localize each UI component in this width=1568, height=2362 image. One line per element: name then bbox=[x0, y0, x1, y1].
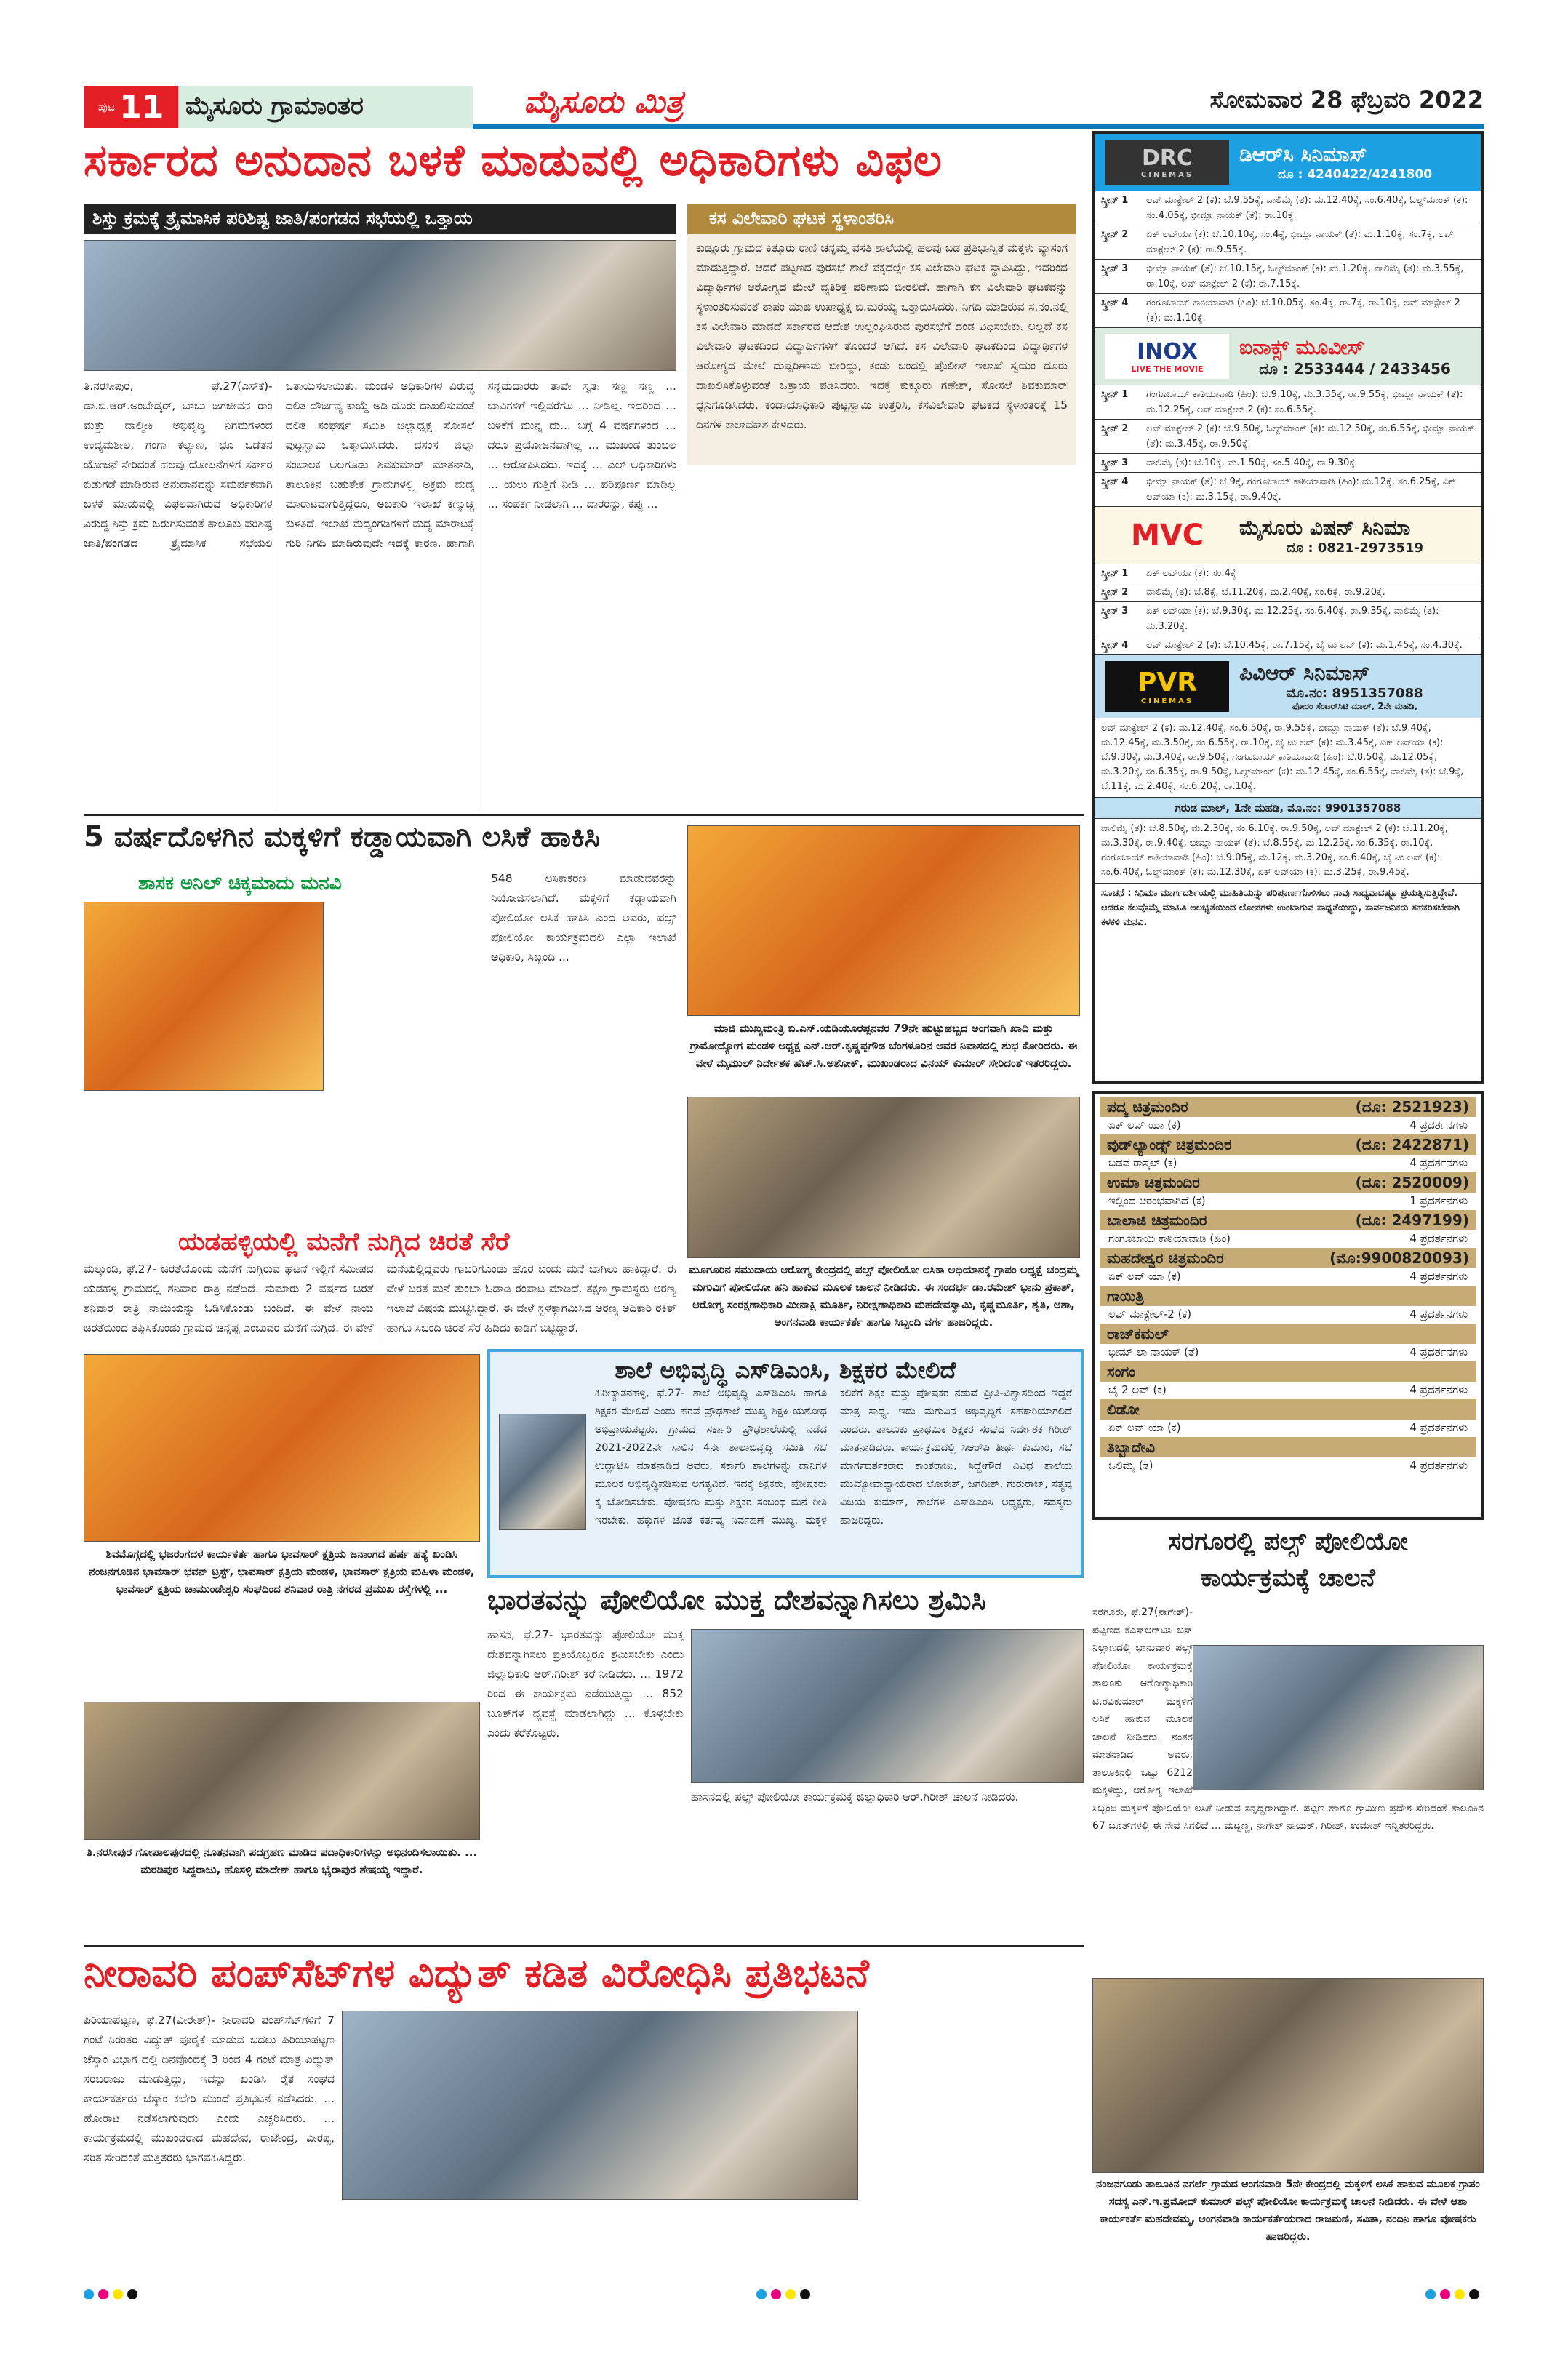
bsy-birthday-photo bbox=[687, 825, 1080, 1016]
pump-headline: ನೀರಾವರಿ ಪಂಪ್‌ಸೆಟ್‌ಗಳ ವಿದ್ಯುತ್ ಕಡಿತ ವಿರೋಧಿಸಿ ಪ್ರತಿಭಟನೆ bbox=[84, 1950, 869, 1996]
theater-phone: (ದೂ: 2422871) bbox=[1355, 1136, 1469, 1153]
saragur-headline-line1: ಸರಗೂರಲ್ಲಿ ಪಲ್ಸ್ ಪೋಲಿಯೋ bbox=[1168, 1527, 1408, 1556]
show-count: 4 ಪ್ರದರ್ಶನಗಳು bbox=[1409, 1383, 1468, 1396]
theater-name: ವುಡ್‌ಲ್ಯಾಂಡ್ಸ್ ಚಿತ್ರಮಂದಿರ bbox=[1107, 1136, 1232, 1153]
saragur-body: ಸರಗೂರು, ಫೆ.27(ನಾಗೇಶ್)- ಪಟ್ಟಣದ ಕೆಎಸ್‌ಆರ್‌ಟಿಸಿ ಬಸ್ ನಿಲ್ದಾಣದಲ್ಲಿ ಭಾನುವಾರ ಪಲ್ಸ್ ಪೋಲಿಯೋ ಕಾರ್ಯಕ್ರಮಕ್ಕೆ ತಾಲೂಕು ಆರೋಗ್ಯಾಧಿಕಾರಿ ಟಿ.ರವಿಕುಮಾರ್ ಮಕ್ಕಳಿಗೆ ಲಸಿಕೆ ಹಾಕುವ ಮೂಲಕ ಚಾಲನೆ ನೀಡಿದರು. ನಂತರ ಮಾತನಾಡಿದ ಅವರು, ತಾಲೂಕಿನಲ್ಲಿ ಒಟ್ಟು 6212 ಮಕ್ಕಳಿದ್ದು, ಆರೋಗ್ಯ ಇಲಾಖೆ ಸಿಬ್ಬಂದಿ ಮಕ್ಕಳಿಗೆ ಪೋಲಿಯೋ ಲಸಿಕೆ ನೀಡುವ ಸನ್ನದ್ಧರಾಗಿದ್ದಾರೆ. ಪಟ್ಟಣ ಹಾಗೂ ಗ್ರಾಮೀಣ ಪ್ರದೇಶ ಸೇರಿದಂತೆ ತಾಲೂಕಿನ 67 ಬೂತ್‌ಗಳಲ್ಲಿ ಈ ಸೇವೆ ಸಿಗಲಿದೆ ... ಮಟ್ಟಣ್ಣ, ನಾಗೇಶ್ ನಾಯಕ್, ಗಿರೀಶ್, ಉಮೇಶ್ ಇನ್ನಿತರರಿದ್ದರು. bbox=[1092, 1606, 1484, 1832]
screen-row: ಸ್ಕ್ರೀನ್ 1 ಲವ್ ಮಾಕ್ಟೇಲ್ 2 (ಕ): ಬೆ.9.55ಕ್ಕೆ, ವಾಲಿಮೈ (ತ): ಮ.12.40ಕ್ಕೆ, ಸಂ.6.40ಕ್ಕೆ, ಓಲ್ಡ್‌ಮಾಂಕ್ (ಕ): ಸಂ.4.05ಕ್ಕೆ, ಭೀಮ್ಲಾ ನಾಯಕ್ (ತೆ): ರಾ.10ಕ್ಕೆ. bbox=[1095, 191, 1481, 225]
inox-logo: INOX LIVE THE MOVIE bbox=[1105, 334, 1229, 379]
registration-marks bbox=[1425, 2289, 1479, 2299]
theater-header bbox=[1100, 1210, 1476, 1230]
mvc-phone: ದೂ : 0821-2973519 bbox=[1286, 540, 1424, 556]
theater-name: ತಿಬ್ಬಾದೇವಿ bbox=[1107, 1438, 1155, 1456]
registration-marks bbox=[756, 2289, 810, 2299]
drc-screens bbox=[1095, 191, 1481, 327]
show-count: 4 ಪ್ರದರ್ಶನಗಳು bbox=[1409, 1421, 1468, 1434]
theater-name: ಪದ್ಮ ಚಿತ್ರಮಂದಿರ bbox=[1107, 1098, 1188, 1116]
shivamogga-protest-photo bbox=[84, 1354, 480, 1542]
mvc-name: ಮೈಸೂರು ವಿಷನ್ ಸಿನಿಮಾ bbox=[1239, 515, 1411, 540]
theater-phone: (ದೂ: 2497199) bbox=[1355, 1212, 1469, 1229]
pvr-name: ಪಿವಿಆರ್ ಸಿನಿಮಾಸ್ bbox=[1239, 661, 1370, 685]
inox-name: ಐನಾಕ್ಸ್ ಮೂವೀಸ್ bbox=[1239, 335, 1365, 359]
lead-body-continued bbox=[687, 471, 1076, 811]
theater-header bbox=[1100, 1286, 1476, 1306]
theater-name: ರಾಜ್‌ಕಮಲ್ bbox=[1107, 1325, 1169, 1342]
pump-body-continued bbox=[865, 2011, 1084, 2280]
hassan-polio-photo bbox=[691, 1629, 1084, 1783]
pump-body: ಪಿರಿಯಾಪಟ್ಟಣ, ಫೆ.27(ವೀರೇಶ್)- ನೀರಾವರಿ ಪಂಪ್‌ಸೆಟ್‌ಗಳಿಗೆ 7 ಗಂಟೆ ನಿರಂತರ ವಿದ್ಯುತ್ ಪೂರೈಕೆ ಮಾಡುವ ಬದಲು ಪಿರಿಯಾಪಟ್ಟಣ ಚೆಸ್ಕಾಂ ವಿಭಾಗ ದಲ್ಲಿ ದಿನವೊಂದಕ್ಕೆ 3 ರಿಂದ 4 ಗಂಟೆ ಮಾತ್ರ ವಿದ್ಯುತ್ ಸರಬರಾಜು ಮಾಡುತ್ತಿದ್ದು, ಇದನ್ನು ಖಂಡಿಸಿ ರೈತ ಸಂಘದ ಕಾರ್ಯಕರ್ತರು ಚೆಸ್ಕಾಂ ಕಚೇರಿ ಮುಂದೆ ಪ್ರತಿಭಟನೆ ನಡೆಸಿದರು. ... ಹೋರಾಟ ನಡೆಸಲಾಗುವುದು ಎಂದು ಎಚ್ಚರಿಸಿದರು. ... ಕಾರ್ಯಕ್ರಮದಲ್ಲಿ ಮುಖಂಡರಾದ ಮಹದೇವ, ರಾಜೇಂದ್ರ, ವೀರಪ್ಪ, ಸರಿತ ಸೇರಿದಂತೆ ಮತ್ತಿತರರು ಭಾಗವಹಿಸಿದ್ದರು. bbox=[84, 2014, 335, 2164]
lead-subhead: ಶಿಸ್ತು ಕ್ರಮಕ್ಕೆ ತ್ರೈಮಾಸಿಕ ಪರಿಶಿಷ್ಟ ಜಾತಿ/ಪಂಗಡದ ಸಭೆಯಲ್ಲಿ ಒತ್ತಾಯ bbox=[84, 204, 676, 234]
nagarle-anganwadi-photo bbox=[1092, 1978, 1484, 2173]
screen-row: ಸ್ಕ್ರೀನ್ 3 ವಾಲಿಮೈ (ತ): ಬೆ.10ಕ್ಕೆ, ಮ.1.50ಕ್ಕೆ, ಸಂ.5.40ಕ್ಕೆ, ರಾ.9.30ಕ್ಕೆ bbox=[1095, 453, 1481, 472]
movie-title: ಬಡವ ರಾಸ್ಕಲ್ (ಕ) bbox=[1108, 1156, 1177, 1169]
show-count: 4 ಪ್ರದರ್ಶನಗಳು bbox=[1409, 1156, 1468, 1169]
theater-header bbox=[1100, 1324, 1476, 1344]
drc-logo: DRC CINEMAS bbox=[1105, 140, 1229, 185]
pvr-logo: PVR CINEMAS bbox=[1105, 661, 1229, 712]
screen-row: ಸ್ಕ್ರೀನ್ 3 ಏಕ್ ಲವ್‌ಯಾ (ಕ): ಬೆ.9.30ಕ್ಕೆ, ಮ.12.25ಕ್ಕೆ, ಸಂ.6.40ಕ್ಕೆ, ರಾ.9.35ಕ್ಕೆ, ವಾಲಿಮೈ (ತ): ಮ.3.20ಕ್ಕೆ. bbox=[1095, 601, 1481, 636]
lead-photo bbox=[84, 240, 676, 371]
divider bbox=[84, 1945, 1084, 1947]
nagarle-caption: ನಂಜನಗೂಡು ತಾಲೂಕಿನ ನಗರ್ಲೆ ಗ್ರಾಮದ ಅಂಗನವಾಡಿ 5ನೇ ಕೇಂದ್ರದಲ್ಲಿ ಮಕ್ಕಳಿಗೆ ಲಸಿಕೆ ಹಾಕುವ ಮೂಲಕ ಗ್ರಾಪಂ ಸದಸ್ಯ ಎನ್.ಇ.ಪ್ರಮೋದ್ ಕುಮಾರ್ ಪಲ್ಸ್ ಪೋಲಿಯೋ ಕಾರ್ಯಕ್ರಮಕ್ಕೆ ಚಾಲನೆ ನೀಡಿದರು. ಈ ವೇಳೆ ಆಶಾ ಕಾರ್ಯಕರ್ತೆ ಮಹದೇವಮ್ಮ, ಅಂಗನವಾಡಿ ಕಾರ್ಯಕರ್ತೆಯರಾದ ರಾಜಮಣಿ, ಸವಿತಾ, ನಂದಿನಿ ಹಾಗೂ ಪೋಷಕರು ಹಾಜರಿದ್ದರು. bbox=[1096, 2179, 1480, 2243]
tnp-felicitation-photo bbox=[84, 1702, 480, 1840]
cinema-notice: ಸೂಚನೆ : ಸಿನಿಮಾ ಮಾರ್ಗದರ್ಶಿಯಲ್ಲಿ ಮಾಹಿತಿಯನ್ನು ಪರಿಪೂರ್ಣಗೊಳಿಸಲು ನಾವು ಸಾಧ್ಯವಾದಷ್ಟೂ ಪ್ರಯತ್ನಿಸುತ್ತಿದ್ದೇವೆ. ಆದರೂ ಕೆಲವೊಮ್ಮೆ ಮಾಹಿತಿ ಅಲಭ್ಯತೆಯಿಂದ ಲೋಪಗಳು ಉಂಟಾಗುವ ಸಾಧ್ಯತೆಯಿದ್ದು, ಸಾರ್ವಜನಿಕರು ಸಹಕರಿಸಬೇಕಾಗಿ ಕಳಕಳಿ ಮನವಿ. bbox=[1095, 883, 1481, 933]
theater-header bbox=[1100, 1361, 1476, 1382]
polio5-subhead: ಶಾಸಕ ಅನಿಲ್ ಚಿಕ್ಕಮಾದು ಮನವಿ bbox=[138, 873, 342, 894]
theater-show-row bbox=[1100, 1230, 1476, 1248]
theater-phone: (ದೂ: 2521923) bbox=[1355, 1098, 1469, 1116]
show-count: 4 ಪ್ರದರ್ಶನಗಳು bbox=[1409, 1232, 1468, 1245]
theater-show-row bbox=[1100, 1457, 1476, 1475]
mvc-logo: MVC bbox=[1130, 519, 1204, 552]
leopard-body: ಮಲ್ಕುಂಡಿ, ಫೆ.27- ಚಿರತೆಯೊಂದು ಮನೆಗೆ ನುಗ್ಗಿರುವ ಘಟನೆ ಇಲ್ಲಿಗೆ ಸಮೀಪದ ಯಡಹಳ್ಳಿ ಗ್ರಾಮದಲ್ಲಿ ಶನಿವಾರ ರಾತ್ರಿ ನಡೆದಿದೆ. ಸುಮಾರು 2 ವರ್ಷದ ಚಿರತೆ ಶನಿವಾರ ರಾತ್ರಿ ನಾಯಿಯನ್ನು ಓಡಿಸಿಕೊಂಡು ಬಂದಿದೆ. ಈ ವೇಳೆ ನಾಯಿ ಚಿರತೆಯಿಂದ ತಪ್ಪಿಸಿಕೊಂಡು ಗ್ರಾಮದ ಚನ್ನಪ್ಪ ಎಂಬುವರ ಮನೆಗೆ ನುಗ್ಗಿದೆ. ಈ ವೇಳೆ ಮನೆಯಲ್ಲಿದ್ದವರು ಗಾಬರಿಗೊಂಡು ಹೊರ ಬಂದು ಮನೆ ಬಾಗಿಲು ಹಾಕಿದ್ದಾರೆ. ಈ ವೇಳೆ ಚಿರತೆ ಮನೆ ತುಂಬಾ ಓಡಾಡಿ ರಂಪಾಟ ಮಾಡಿದೆ. ತಕ್ಷಣ ಗ್ರಾಮಸ್ಥರು ಅರಣ್ಯ ಇಲಾಖೆ ವಿಷಯ ಮುಟ್ಟಿಸಿದ್ದಾರೆ. ಈ ವೇಳೆ ಸ್ಥಳಕ್ಕಾಗಮಿಸಿದ ಅರಣ್ಯ ಅಧಿಕಾರಿ ರಕಿತ್ ಹಾಗೂ ಸಿಬಂದಿ ಚಿರತೆ ಸೆರೆ ಹಿಡಿದು ಕಾಡಿಗೆ ಬಿಟ್ಟಿದ್ದಾರೆ. bbox=[84, 1262, 676, 1334]
cinema-guide bbox=[1092, 131, 1484, 1084]
screen-row: ಸ್ಕ್ರೀನ್ 2 ವಾಲಿಮೈ (ತ): ಬೆ.8ಕ್ಕೆ, ಬೆ.11.20ಕ್ಕೆ, ಮ.2.40ಕ್ಕೆ, ಸಂ.6ಕ್ಕೆ, ರಾ.9.20ಕ್ಕೆ. bbox=[1095, 583, 1481, 601]
leopard-headline: ಯಡಹಳ್ಳಿಯಲ್ಲಿ ಮನೆಗೆ ನುಗ್ಗಿದ ಚಿರತೆ ಸೆರೆ bbox=[178, 1228, 510, 1257]
pvr-forum-shows: ಲವ್ ಮಾಕ್ಟೇಲ್ 2 (ಕ): ಮ.12.40ಕ್ಕೆ, ಸಂ.6.50ಕ್ಕೆ, ರಾ.9.55ಕ್ಕೆ, ಭೀಮ್ಲಾ ನಾಯಕ್ (ತೆ): ಬೆ.9.40ಕ್ಕೆ, ಮ.12.45ಕ್ಕೆ, ಮ.3.50ಕ್ಕೆ, ಸಂ.6.55ಕ್ಕೆ, ರಾ.10ಕ್ಕೆ, ಬೈ ಟು ಲವ್ (ಕ): ಮ.3.45ಕ್ಕೆ, ಏಕ್ ಲವ್‌ಯಾ (ಕ): ಬೆ.9.30ಕ್ಕೆ, ಮ.3.40ಕ್ಕೆ, ರಾ.9.50ಕ್ಕೆ, ಗಂಗೂಬಾಯ್ ಕಾಠಿಯಾವಾಡಿ (ಹಿಂ): ಬೆ.8.50ಕ್ಕೆ, ಮ.12.05ಕ್ಕೆ, ಮ.3.20ಕ್ಕೆ, ಸಂ.6.35ಕ್ಕೆ, ರಾ.9.50ಕ್ಕೆ, ಓಲ್ಡ್‌ಮಾಂಕ್ (ಕ): ಮ.12.45ಕ್ಕೆ, ಸಂ.6.55ಕ್ಕೆ, ವಾಲಿಮೈ (ತ): ಬೆ.9ಕ್ಕೆ, ಬೆ.11ಕ್ಕೆ, ಮ.2.40ಕ್ಕೆ, ಸಂ.6.20ಕ್ಕೆ, ರಾ.10ಕ್ಕೆ. bbox=[1095, 718, 1481, 797]
polio5-headline: 5 ವರ್ಷದೊಳಗಿನ ಮಕ್ಕಳಿಗೆ ಕಡ್ಡಾಯವಾಗಿ ಲಸಿಕೆ ಹಾಕಿಸಿ bbox=[84, 820, 600, 854]
movie-title: ಗಂಗೂಬಾಯಿ ಕಾಠಿಯಾವಾಡಿ (ಹಿಂ) bbox=[1108, 1232, 1231, 1245]
theater-header bbox=[1100, 1437, 1476, 1457]
registration-marks bbox=[84, 2289, 137, 2299]
show-count: 4 ಪ್ರದರ್ಶನಗಳು bbox=[1409, 1270, 1468, 1283]
show-count: 4 ಪ್ರದರ್ಶನಗಳು bbox=[1409, 1118, 1468, 1132]
polio5-body: 548 ಲಸಿಕಾಕರಣ ಮಾಡುವವರನ್ನು ನಿಯೋಜಿಸಲಾಗಿದೆ. ಮಕ್ಕಳಿಗೆ ಕಡ್ಡಾಯವಾಗಿ ಪೋಲಿಯೋ ಲಸಿಕೆ ಹಾಕಿಸಿ ಎಂದ ಅವರು, ಪಲ್ಸ್ ಪೋಲಿಯೋ ಕಾರ್ಯಕ್ರಮದಲಿ ಎಲ್ಲಾ ಇಲಾಖೆ ಅಧಿಕಾರಿ, ಸಿಬ್ಬಂದಿ ... bbox=[491, 872, 676, 964]
saragur-headline-line2: ಕಾರ್ಯಕ್ರಮಕ್ಕೆ ಚಾಲನೆ bbox=[1201, 1564, 1375, 1593]
screen-row: ಸ್ಕ್ರೀನ್ 4 ಗಂಗೂಬಾಯ್ ಕಾಠಿಯಾವಾಡಿ (ಹಿಂ): ಬೆ.10.05ಕ್ಕೆ, ಸಂ.4ಕ್ಕೆ, ರಾ.7ಕ್ಕೆ, ರಾ.10ಕ್ಕೆ, ಲವ್ ಮಾಕ್ಟೇಲ್ 2 (ಕ): ಮ.1.10ಕ್ಕೆ. bbox=[1095, 293, 1481, 327]
pvr-garuda-shows: ವಾಲಿಮೈ (ತ): ಬೆ.8.50ಕ್ಕೆ, ಮ.2.30ಕ್ಕೆ, ಸಂ.6.10ಕ್ಕೆ, ರಾ.9.50ಕ್ಕೆ, ಲವ್ ಮಾಕ್ಟೇಲ್ 2 (ಕ): ಬೆ.11.20ಕ್ಕೆ, ಮ.3.30ಕ್ಕೆ, ರಾ.9.40ಕ್ಕೆ, ಭೀಮ್ಲಾ ನಾಯಕ್ (ತೆ): ಬೆ.8.55ಕ್ಕೆ, ಮ.12.25ಕ್ಕೆ, ಸಂ.6.35ಕ್ಕೆ, ರಾ.10ಕ್ಕೆ, ಗಂಗೂಬಾಯ್ ಕಾಠಿಯಾವಾಡಿ (ಹಿಂ): ಬೆ.9.05ಕ್ಕೆ, ಮ.12ಕ್ಕೆ, ಮ.3.20ಕ್ಕೆ, ಸಂ.6.40ಕ್ಕೆ, ಬೈ ಟು ಲವ್ (ಕ): ಸಂ.6.40ಕ್ಕೆ, ಓಲ್ಡ್‌ಮಾಂಕ್ (ಕ): ಮ.12.30ಕ್ಕೆ, ಏಕ್ ಲವ್‌ಯಾ (ಕ): ಮ.3.25ಕ್ಕೆ, ರಾ.9.45ಕ್ಕೆ. bbox=[1095, 818, 1481, 883]
screen-row: ಸ್ಕ್ರೀನ್ 1 ಗಂಗೂಬಾಯ್ ಕಾಠಿಯಾವಾಡಿ (ಹಿಂ): ಬೆ.9.10ಕ್ಕೆ, ಮ.3.35ಕ್ಕೆ, ರಾ.9.55ಕ್ಕೆ, ಭೀಮ್ಲಾ ನಾಯಕ್ (ತೆ): ಮ.12.25ಕ್ಕೆ, ಲವ್ ಮಾಕ್ಟೇಲ್ 2 (ಕ): ಸಂ.6.55ಕ್ಕೆ. bbox=[1095, 385, 1481, 419]
theater-list bbox=[1092, 1091, 1484, 1520]
india-polio-headline: ಭಾರತವನ್ನು ಪೋಲಿಯೋ ಮುಕ್ತ ದೇಶವನ್ನಾಗಿಸಲು ಶ್ರಮಿಸಿ bbox=[487, 1584, 986, 1616]
theater-show-row bbox=[1100, 1155, 1476, 1172]
theater-name: ಮಹದೇಶ್ವರ ಚಿತ್ರಮಂದಿರ bbox=[1107, 1249, 1224, 1267]
theater-show-row bbox=[1100, 1193, 1476, 1210]
waste-body: ಕುಡ್ಲೂರು ಗ್ರಾಮದ ಕಿತ್ತೂರು ರಾಣಿ ಚನ್ನಮ್ಮ ವಸತಿ ಶಾಲೆಯಲ್ಲಿ ಹಲವು ಬಡ ಪ್ರತಿಭಾನ್ವಿತ ಮಕ್ಕಳು ವ್ಯಾಸಂಗ ಮಾಡುತ್ತಿದ್ದಾರೆ. ಆದರೆ ಪಟ್ಟಣದ ಪುರಸಭೆ ಶಾಲೆ ಪಕ್ಕದಲ್ಲೇ ಕಸ ವಿಲೇವಾರಿ ಘಟಕ ಸ್ಥಾಪಿಸಿದ್ದು, ಇದರಿಂದ ವಿದ್ಯಾರ್ಥಿಗಳ ಆರೋಗ್ಯದ ಮೇಲೆ ವ್ಯತಿರಿಕ್ತ ಪರಿಣಾಮ ಬೀರಲಿದೆ. ಹಾಗಾಗಿ ಕಸ ವಿಲೇವಾರಿ ಘಟಕವನ್ನು ಸ್ಥಳಾಂತರಿಸುವಂತೆ ತಾಪಂ ಮಾಜಿ ಉಪಾಧ್ಯಕ್ಷ ಬಿ.ಮರಯ್ಯ ಒತ್ತಾಯಿಸಿದರು. ನಿಗದಿ ಮಾಡಿರುವ ಸ.ನಂ.ನಲ್ಲಿ ಕಸ ವಿಲೇವಾರಿ ಮಾಡದೆ ಸರ್ಕಾರದ ಆದೇಶ ಉಲ್ಲಂಘಿಸಿರುವ ಪುರಸಭೆಗೆ ದಂಡ ವಿಧಿಸಬೇಕು. ಅಲ್ಲದೆ ಕಸ ವಿಲೇವಾರಿ ಘಟಕದಿಂದ ವಿದ್ಯಾರ್ಥಿಗಳಿಗೆ ತೊಂದರೆ ಆಗಿದೆ. ಕಸ ವಿಲೇವಾರಿ ಘಟಕದಿಂದ ವಿದ್ಯಾರ್ಥಿಗಳ ಆರೋಗ್ಯದ ಮೇಲೆ ದುಷ್ಪರಿಣಾಮ ಬೀರಿದ್ದು, ಕಂಡು ಬಂದಲ್ಲಿ ಪೊಲೀಸ್ ಇಲಾಖೆ ಸ್ವಯಂ ದೂರು ದಾಖಲಿಸಿಕೊಳ್ಳುವಂತೆ ಒತ್ತಾಯ ಪಡಿಸಿದರು. ಇದಕ್ಕೆ ಕುಕ್ಕೂರು ಗಣೇಶ್, ಸೋಸಲೆ ಶಿವಕುಮಾರ್ ಧ್ವನಿಗೂಡಿಸಿದರು. ಕಂದಾಯಾಧಿಕಾರಿ ಪುಟ್ಟಸ್ವಾಮಿ ಉತ್ತರಿಸಿ, ಕಸವಿಲೇವಾರಿ ಘಟಕದ ಸ್ಥಳಾಂತರಕ್ಕೆ 15 ದಿನಗಳ ಕಾಲಾವಕಾಶ ಕೇಳಿದರು. bbox=[687, 234, 1076, 465]
show-count: 1 ಪ್ರದರ್ಶನಗಳು bbox=[1409, 1194, 1468, 1207]
movie-title: ಏಕ್ ಲವ್ ಯಾ (ಕ) bbox=[1108, 1270, 1181, 1283]
show-count: 4 ಪ್ರದರ್ಶನಗಳು bbox=[1409, 1345, 1468, 1358]
pump-protest-photo bbox=[342, 2011, 858, 2200]
school-headline: ಶಾಲೆ ಅಭಿವೃದ್ಧಿ ಎಸ್‌ಡಿಎಂಸಿ, ಶಿಕ್ಷಕರ ಮೇಲಿದೆ bbox=[615, 1356, 956, 1384]
tnp-caption: ತಿ.ನರಸೀಪುರ ಗೋಪಾಲಪುರದಲ್ಲಿ ನೂತನವಾಗಿ ಪದಗ್ರಹಣ ಮಾಡಿದ ಪದಾಧಿಕಾರಿಗಳನ್ನು ಅಭಿನಂದಿಸಲಾಯಿತು. ... ಮರಡಿಪುರ ಸಿದ್ದರಾಜು, ಹೊಸಳ್ಳಿ ಮಾದೇಶ್ ಹಾಗೂ ಭೈರಾಪುರ ಶೇಷಯ್ಯ ಇದ್ದಾರೆ. bbox=[86, 1846, 478, 1876]
theater-name: ಉಮಾ ಚಿತ್ರಮಂದಿರ bbox=[1107, 1174, 1200, 1191]
movie-title: ಲವ್ ಮಾಕ್ಟೇಲ್-2 (ಕ) bbox=[1108, 1308, 1192, 1321]
shivamogga-caption: ಶಿವಮೊಗ್ಗದಲ್ಲಿ ಭಜರಂಗದಳ ಕಾರ್ಯಕರ್ತ ಹಾಗೂ ಭಾವಸಾರ್ ಕ್ಷತ್ರಿಯ ಜನಾಂಗದ ಹರ್ಷ ಹತ್ಯೆ ಖಂಡಿಸಿ ನಂಜನಗೂಡಿನ ಭಾವಸಾರ್ ಭವನ್ ಟ್ರಸ್ಟ್, ಭಾವಸಾರ್ ಕ್ಷತ್ರಿಯ ಮಂಡಳಿ, ಭಾವಸಾರ್ ಕ್ಷತ್ರಿಯ ಮಹಿಳಾ ಮಂಡಳಿ, ಭಾವಸಾರ್ ಕ್ಷತ್ರಿಯ ಚಾಮುಂಡೇಶ್ವರಿ ಸಂಘದಿಂದ ಶನಿವಾರ ರಾತ್ರಿ ನಗರದ ಪ್ರಮುಖ ರಸ್ತೆಗಳಲ್ಲಿ ... bbox=[89, 1548, 475, 1596]
inox-phone: ದೂ : 2533444 / 2433456 bbox=[1259, 360, 1451, 377]
mvc-header bbox=[1095, 506, 1481, 564]
theater-name: ಬಾಲಾಜಿ ಚಿತ್ರಮಂದಿರ bbox=[1107, 1212, 1207, 1229]
masthead-logo: ಮೈಸೂರು ಮಿತ್ರ bbox=[524, 84, 684, 121]
bsy-birthday-caption: ಮಾಜಿ ಮುಖ್ಯಮಂತ್ರಿ ಬಿ.ಎಸ್.ಯಡಿಯೂರಪ್ಪನವರ 79ನೇ ಹುಟ್ಟುಹಬ್ಬದ ಅಂಗವಾಗಿ ಖಾದಿ ಮತ್ತು ಗ್ರಾಮೋದ್ಯೋಗ ಮಂಡಳಿ ಅಧ್ಯಕ್ಷ ಎನ್.ಆರ್.ಕೃಷ್ಣಪ್ಪಗೌಡ ಬೆಂಗಳೂರಿನ ಅವರ ನಿವಾಸದಲ್ಲಿ ಶುಭ ಕೋರಿದರು. ಈ ವೇಳೆ ಮೈಮುಲ್ ನಿರ್ದೇಶಕ ಹೆಚ್.ಸಿ.ಅಶೋಕ್, ಮುಖಂಡರಾದ ವಿನಯ್ ಕುಮಾರ್ ಸೇರಿದಂತೆ ಇತರರಿದ್ದರು. bbox=[689, 1022, 1078, 1070]
theater-show-row bbox=[1100, 1268, 1476, 1286]
polio5-photo bbox=[84, 902, 324, 1091]
page-number: 11 bbox=[119, 88, 164, 126]
screen-row: ಸ್ಕ್ರೀನ್ 1 ಏಕ್ ಲವ್‌ಯಾ (ಕ): ಸಂ.4ಕ್ಕೆ bbox=[1095, 564, 1481, 583]
mugur-polio-photo bbox=[687, 1097, 1080, 1258]
header-divider bbox=[473, 124, 1484, 129]
theater-header bbox=[1100, 1248, 1476, 1268]
mvc-screens bbox=[1095, 564, 1481, 654]
page-number-badge bbox=[84, 86, 178, 128]
theater-show-row bbox=[1100, 1117, 1476, 1134]
movie-title: ಇಲ್ಲಿಂದ ಆರಂಭವಾಗಿದೆ (ಕ) bbox=[1108, 1194, 1206, 1207]
drc-name: ಡಿಆರ್‌ಸಿ ಸಿನಿಮಾಸ್ bbox=[1239, 143, 1367, 167]
theater-name: ಗಾಯಿತ್ರಿ bbox=[1107, 1287, 1144, 1305]
school-story-box bbox=[487, 1349, 1084, 1578]
inox-screens bbox=[1095, 385, 1481, 506]
page-label: ಪುಟ bbox=[97, 100, 116, 113]
screen-row: ಸ್ಕ್ರೀನ್ 2 ಏಕ್ ಲವ್‌ಯಾ (ಕ): ಬೆ.10.10ಕ್ಕೆ, ಸಂ.4ಕ್ಕೆ, ಭೀಮ್ಲಾ ನಾಯಕ್ (ತೆ): ಮ.1.10ಕ್ಕೆ, ಸಂ.7ಕ್ಕೆ, ಲವ್ ಮಾಕ್ಟೇಲ್ 2 (ಕ): ರಾ.9.55ಕ್ಕೆ. bbox=[1095, 225, 1481, 259]
lead-body: ತಿ.ನರಸೀಪುರ, ಫೆ.27(ಎಸ್‌ಕೆ)- ಡಾ.ಬಿ.ಆರ್.ಅಂಬೇಡ್ಕರ್, ಬಾಬು ಜಗಜೀವನ ರಾಂ ಮತ್ತು ವಾಲ್ಮೀಕಿ ಅಭಿವೃದ್ಧಿ ನಿಗಮಗಳಿಂದ ಉದ್ಯಮಶೀಲ, ಗಂಗಾ ಕಲ್ಯಾಣ, ಭೂ ಒಡೆತನ ಯೋಜನೆ ಸೇರಿದಂತೆ ಹಲವು ಯೋಜನೆಗಳಿಗೆ ಸರ್ಕಾರ ಬಿಡುಗಡೆ ಮಾಡಿರುವ ಅನುದಾನವನ್ನು ಸಮರ್ಪಕವಾಗಿ ಬಳಕೆ ಮಾಡುವಲ್ಲಿ ವಿಫಲವಾಗಿರುವ ಅಧಿಕಾರಿಗಳ ವಿರುದ್ಧ ಶಿಸ್ತು ಕ್ರಮ ಜರುಗಿಸುವಂತೆ ತಾಲೂಕು ಪರಿಶಿಷ್ಟ ಜಾತಿ/ಪಂಗಡದ ತ್ರೈಮಾಸಿಕ ಸಭೆಯಲಿ ಒತಾಯಿಸಲಾಯಿತು. ಮಂಡಳಿ ಅಧಿಕಾರಿಗಳ ವಿರುದ್ಧ ದಲಿತ ದೌರ್ಜನ್ಯ ಕಾಯ್ದೆ ಅಡಿ ದೂರು ದಾಖಲಿಸುವಂತೆ ದಲಿತ ಸಂಘರ್ಷ ಸಮಿತಿ ಜಿಲ್ಲಾಧ್ಯಕ್ಷ ಸೋಸಲೆ ಪುಟ್ಟಸ್ವಾಮಿ ಒತ್ತಾಯಿಸಿದರು. ದಸಂಸ ಜಿಲ್ಲಾ ಸಂಚಾಲಕ ಅಲಗೂಡು ಶಿವಕುಮಾರ್ ಮಾತನಾಡಿ, ತಾಲೂಕಿನ ಬಹುತೇಕ ಗ್ರಾಮಗಳಲ್ಲಿ ಅಕ್ರಮ ಮದ್ಯ ಮಾರಾಟವಾಗುತ್ತಿದ್ದರೂ, ಅಬಕಾರಿ ಇಲಾಖೆ ಕಣ್ಮುಚ್ಚಿ ಕುಳಿತಿದೆ. ಇಲಾಖೆ ಮದ್ಯಂಗಡಿಗಳಿಗೆ ಮದ್ಯ ಮಾರಾಟಕ್ಕೆ ಗುರಿ ನಿಗದಿ ಮಾಡಿರುವುದೇ ಇದಕ್ಕೆ ಕಾರಣ. ಹಾಗಾಗಿ ಸನ್ನದುದಾರರು ತಾವೇ ಸ್ವತಃ ಸಣ್ಣ ಸಣ್ಣ ... ಬಾವಿಗಳಿಗೆ ಇಲ್ಲಿವರೆಗೂ ... ನೀಡಿಲ್ಲ. ಇದರಿಂದ ... ಬಳಕೆಗೆ ಮುನ್ನ ದು... ಬಗ್ಗೆ 4 ವರ್ಷಗಳಿಂದ ... ದರೂ ಪ್ರಯೋಜನವಾಗಿಲ್ಲ ... ಮುಖಂಡ ತುಂಬಲ ... ಆರೋಪಿಸಿದರು. ಇದಕ್ಕೆ ... ಎಲ್ ಅಧಿಕಾರಿಗಳು ... ಯಲು ಗುತ್ತಿಗೆ ನೀಡಿ ... ಪರಿಪೂರ್ಣ ಮಾಡಿಲ್ಲ ... ಸಂಪರ್ಕ ನೀಡಲಾಗಿ ... ದಾರರನ್ನು, ಕಪ್ಪು ... bbox=[84, 380, 676, 550]
screen-row: ಸ್ಕ್ರೀನ್ 4 ಭೀಮ್ಲಾ ನಾಯಕ್ (ತೆ): ಬೆ.9ಕ್ಕೆ, ಗಂಗೂಬಾಯ್ ಕಾಠಿಯಾವಾಡಿ (ಹಿಂ): ಮ.12ಕ್ಕೆ, ಸಂ.6.25ಕ್ಕೆ, ಏಕ್ ಲವ್‌ಯಾ (ಕ): ಮ.3.15ಕ್ಕೆ, ರಾ.9.40ಕ್ಕೆ. bbox=[1095, 472, 1481, 506]
section-title: ಮೈಸೂರು ಗ್ರಾಮಾಂತರ bbox=[178, 86, 473, 128]
inox-header bbox=[1095, 327, 1481, 385]
theater-header bbox=[1100, 1399, 1476, 1420]
drc-phone: ದೂ : 4240422/4241800 bbox=[1277, 167, 1433, 182]
screen-row: ಸ್ಕ್ರೀನ್ 2 ಲವ್ ಮಾಕ್ಟೇಲ್ 2 (ಕ): ಬೆ.9.50ಕ್ಕೆ, ಓಲ್ಡ್‌ಮಾಂಕ್ (ಕ): ಮ.12.50ಕ್ಕೆ, ಸಂ.6.55ಕ್ಕೆ, ಭೀಮ್ಲಾ ನಾಯಕ್ (ತೆ): ಮ.3.45ಕ್ಕೆ, ರಾ.9.50ಕ್ಕೆ. bbox=[1095, 419, 1481, 453]
school-body: ಹಿರೀಕ್ಯಾತನಹಳ್ಳಿ, ಫೆ.27- ಶಾಲೆ ಅಭಿವೃದ್ಧಿ ಎಸ್‌ಡಿಎಂಸಿ ಹಾಗೂ ಶಿಕ್ಷಕರ ಮೇಲಿದೆ ಎಂದು ಹರವೆ ಪ್ರೌಢಶಾಲೆ ಮುಖ್ಯ ಶಿಕ್ಷಕಿ ಯಶೋಧ ಅಭಿಪ್ರಾಯಪಟ್ಟರು. ಗ್ರಾಮದ ಸರ್ಕಾರಿ ಪ್ರೌಢಶಾಲೆಯಲ್ಲಿ ನಡೆದ 2021-2022ನೇ ಸಾಲಿನ 4ನೇ ಶಾಲಾಭಿವೃದ್ಧಿ ಸಮಿತಿ ಸಭೆ ಉದ್ಘಾಟಿಸಿ ಮಾತನಾಡಿದ ಅವರು, ಸರ್ಕಾರಿ ಶಾಲೆಗಳನ್ನು ದಾನಿಗಳ ಮೂಲಕ ಅಭಿವೃದ್ಧಿಪಡಿಸುವ ಅಗತ್ಯವಿದೆ. ಇದಕ್ಕೆ ಶಿಕ್ಷಕರು, ಪೋಷಕರು ಕೈ ಜೋಡಿಸಬೇಕು. ಪೋಷಕರು ಮತ್ತು ಶಿಕ್ಷಕರ ಸಂಬಂಧ ಮನೆ ರೀತಿ ಇರಬೇಕು. ಹಕ್ಕುಗಳ ಜೊತೆ ಕರ್ತವ್ಯ ನಿರ್ವಹಣೆ ಮುಖ್ಯ. ಮಕ್ಕಳ ಕಲಿಕೆಗೆ ಶಿಕ್ಷಕ ಮತ್ತು ಪೋಷಕರ ನಡುವೆ ಪ್ರೀತಿ-ವಿಶ್ವಾಸದಿಂದ ಇದ್ದರೆ ಮಾತ್ರ ಸಾಧ್ಯ. ಇದು ಮಗುವಿನ ಅಭಿವೃದ್ಧಿಗೆ ಸಹಕಾರಿಯಾಗಲಿದೆ ಎಂದರು. ತಾಲೂಕು ಪ್ರಾಥಮಿಕ ಶಿಕ್ಷಕರ ಸಂಘದ ನಿರ್ದೇಶಕ ಗಿರೀಶ್ ಮಾತನಾಡಿದರು. ಕಾರ್ಯಕ್ರಮದಲ್ಲಿ ಸಿಆರ್‌ಪಿ ತೀರ್ಥ ಕುಮಾರ, ಸಭೆ ಮಾರ್ಗದರ್ಶಕರಾದ ಕಾಂತರಾಜು, ಸಿದ್ದೇಗೌಡ ವಿವಿಧ ಶಾಲೆಯ ಮುಖ್ಯೋಪಾಧ್ಯಾಯರಾದ ಲೋಕೇಶ್, ಜಗದೀಶ್, ಗುರುರಾಜ್, ಸತ್ಯಪ್ಪ ವಿಜಯ ಕುಮಾರ್, ಶಾಲೆಗಳ ಎಸ್‌ಡಿಎಂಸಿ ಅಧ್ಯಕ್ಷರು, ಸದಸ್ಯರು ಹಾಜರಿದ್ದರು. bbox=[595, 1388, 1072, 1526]
movie-title: ಏಕ್ ಲವ್ ಯಾ (ಕ) bbox=[1108, 1118, 1181, 1132]
issue-date: ಸೋಮವಾರ 28 ಫೆಬ್ರವರಿ 2022 bbox=[1209, 86, 1484, 113]
theater-name: ಲಿಡೋ bbox=[1107, 1401, 1140, 1418]
theater-header bbox=[1100, 1172, 1476, 1193]
mugur-polio-caption: ಮೂಗೂರಿನ ಸಮುದಾಯ ಆರೋಗ್ಯ ಕೇಂದ್ರದಲ್ಲಿ ಪಲ್ಸ್ ಪೋಲಿಯೋ ಲಸಿಕಾ ಅಭಿಯಾನಕ್ಕೆ ಗ್ರಾಪಂ ಅಧ್ಯಕ್ಷೆ ಚಂದ್ರಮ್ಮ ಮಗುವಿಗೆ ಪೋಲಿಯೋ ಹನಿ ಹಾಕುವ ಮೂಲಕ ಚಾಲನೆ ನೀಡಿದರು. ಈ ಸಂದರ್ಭ ಡಾ.ರಮೇಶ್ ಭಾನು ಪ್ರಕಾಶ್, ಆರೋಗ್ಯ ಸಂರಕ್ಷಣಾಧಿಕಾರಿ ಮೀನಾಕ್ಷಿ ಮೂರ್ತಿ, ನಿರೀಕ್ಷಣಾಧಿಕಾರಿ ಮಹದೇವಸ್ವಾಮಿ, ಕೃಷ್ಣಮೂರ್ತಿ, ಶೃತಿ, ಆಶಾ, ಅಂಗನವಾಡಿ ಕಾರ್ಯಕರ್ತೆ ಹಾಗೂ ಸಿಬ್ಬಂದಿ ವರ್ಗ ಹಾಜರಿದ್ದರು. bbox=[689, 1263, 1079, 1329]
theater-phone: (ದೂ: 2520009) bbox=[1355, 1174, 1469, 1191]
movie-title: ಒಲಿಮೈ (ತ) bbox=[1108, 1459, 1153, 1472]
theater-show-row bbox=[1100, 1420, 1476, 1437]
pvr-phone: ಮೊ.ನಂ: 8951357088 bbox=[1287, 686, 1423, 701]
show-count: 4 ಪ್ರದರ್ಶನಗಳು bbox=[1409, 1308, 1468, 1321]
lead-headline: ಸರ್ಕಾರದ ಅನುದಾನ ಬಳಕೆ ಮಾಡುವಲ್ಲಿ ಅಧಿಕಾರಿಗಳು ವಿಫಲ bbox=[84, 135, 943, 186]
theater-show-row bbox=[1100, 1306, 1476, 1324]
movie-title: ಭೀಮ್ ಲಾ ನಾಯಕ್ (ತೆ) bbox=[1108, 1345, 1199, 1358]
theater-header bbox=[1100, 1134, 1476, 1155]
screen-row: ಸ್ಕ್ರೀನ್ 4 ಲವ್ ಮಾಕ್ಟೇಲ್ 2 (ಕ): ಬೆ.10.45ಕ್ಕೆ, ರಾ.7.15ಕ್ಕೆ, ಬೈ ಟು ಲವ್ (ಕ): ಮ.1.45ಕ್ಕೆ, ಸಂ.4.30ಕ್ಕೆ. bbox=[1095, 636, 1481, 654]
pvr-location: ಫೋರಂ ಸೆಂಟರ್‌ಸಿಟಿ ಮಾಲ್, 2ನೇ ಮಹಡಿ, bbox=[1292, 701, 1418, 711]
theater-name: ಸಂಗಂ bbox=[1107, 1363, 1136, 1380]
pvr-garuda-header: ಗರುಡ ಮಾಲ್, 1ನೇ ಮಹಡಿ, ಮೊ.ನಂ: 9901357088 bbox=[1095, 797, 1481, 818]
waste-headline: ಕಸ ವಿಲೇವಾರಿ ಘಟಕ ಸ್ಥಳಾಂತರಿಸಿ bbox=[687, 204, 1076, 234]
drc-header bbox=[1095, 134, 1481, 191]
theater-show-row bbox=[1100, 1382, 1476, 1399]
movie-title: ಏಕ್ ಲವ್ ಯಾ (ಕ) bbox=[1108, 1421, 1181, 1434]
theater-header bbox=[1100, 1097, 1476, 1117]
divider bbox=[84, 814, 1084, 816]
pvr-header bbox=[1095, 654, 1481, 718]
movie-title: ಬೈ 2 ಲವ್ (ಕ) bbox=[1108, 1383, 1167, 1396]
india-polio-body: ಹಾಸನ, ಫೆ.27- ಭಾರತವನ್ನು ಪೋಲಿಯೋ ಮುಕ್ತ ದೇಶವನ್ನಾಗಿಸಲು ಪ್ರತಿಯೊಬ್ಬರೂ ಶ್ರಮಿಸಬೇಕು ಎಂದು ಜಿಲ್ಲಾಧಿಕಾರಿ ಆರ್.ಗಿರೀಶ್ ಕರೆ ನೀಡಿದರು. ... 1972 ರಿಂದ ಈ ಕಾರ್ಯಕ್ರಮ ನಡೆಯುತ್ತಿದ್ದು ... 852 ಬೂತ್‌ಗಳ ವ್ಯವಸ್ಥೆ ಮಾಡಲಾಗಿದ್ದು ... ಕೊಳ್ಳಬೇಕು ಎಂದು ಕರೆಕೊಟ್ಟರು. bbox=[487, 1628, 684, 1740]
theater-show-row bbox=[1100, 1344, 1476, 1361]
theater-phone: (ಮೊ:9900820093) bbox=[1329, 1249, 1469, 1267]
show-count: 4 ಪ್ರದರ್ಶನಗಳು bbox=[1409, 1459, 1468, 1472]
headmistress-photo bbox=[499, 1414, 586, 1530]
india-polio-caption: ಹಾಸನದಲ್ಲಿ ಪಲ್ಸ್ ಪೋಲಿಯೋ ಕಾರ್ಯಕ್ರಮಕ್ಕೆ ಜಿಲ್ಲಾಧಿಕಾರಿ ಆರ್.ಗಿರೀಶ್ ಚಾಲನೆ ನೀಡಿದರು. bbox=[691, 1790, 1019, 1803]
screen-row: ಸ್ಕ್ರೀನ್ 3 ಭೀಮ್ಲಾ ನಾಯಕ್ (ತೆ): ಬೆ.10.15ಕ್ಕೆ, ಓಲ್ಡ್‌ಮಾಂಕ್ (ಕ): ಮ.1.20ಕ್ಕೆ, ವಾಲಿಮೈ (ತ): ಮ.3.55ಕ್ಕೆ, ರಾ.10ಕ್ಕೆ, ಲವ್ ಮಾಕ್ಟೇಲ್ 2 (ಕ): ರಾ.7.15ಕ್ಕೆ. bbox=[1095, 259, 1481, 293]
